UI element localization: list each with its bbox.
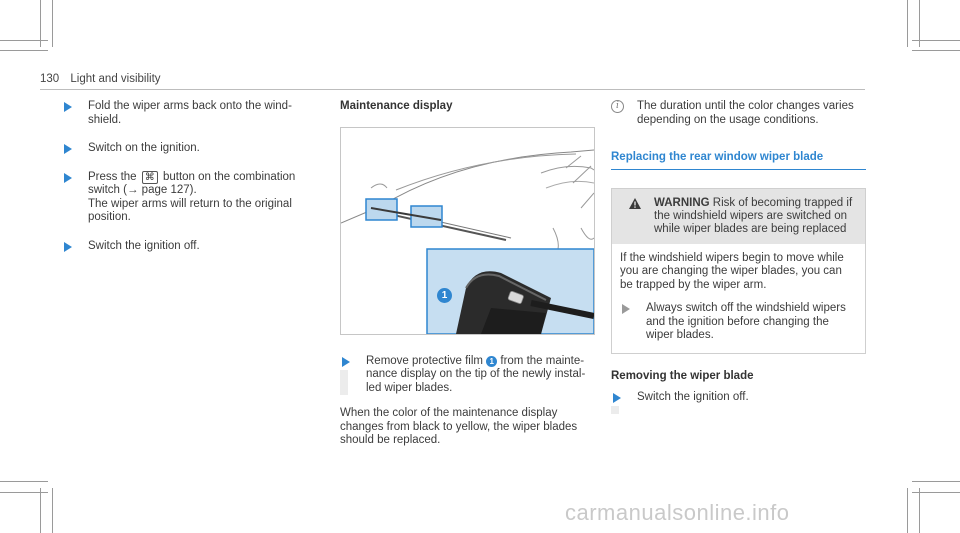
instruction-step xyxy=(62,100,314,127)
info-note xyxy=(611,100,866,127)
crop-mark xyxy=(52,488,53,533)
step-arrow-icon xyxy=(64,144,72,154)
crop-mark xyxy=(907,488,908,533)
step-text: Switch the ignition off. xyxy=(637,391,749,403)
step-text: Switch the ignition off. xyxy=(88,239,200,252)
warning-label: WARNING xyxy=(654,196,710,209)
subheading: Removing the wiper blade xyxy=(611,369,754,382)
step-text: button on the combination switch (→ page 127). xyxy=(88,170,296,196)
callout-badge: 1 xyxy=(486,356,497,367)
crop-mark xyxy=(0,481,48,482)
instruction-step xyxy=(62,240,314,254)
crop-mark xyxy=(912,40,960,41)
step-text: Fold the wiper arms back onto the wind-shield. xyxy=(88,100,292,126)
warning-triangle-icon xyxy=(629,198,641,209)
step-arrow-icon xyxy=(64,102,72,112)
step-text: Press the xyxy=(88,170,137,183)
page-number: 130 xyxy=(40,73,60,85)
crop-mark xyxy=(0,40,48,41)
step-text: Switch on the ignition. xyxy=(88,142,200,154)
column-left xyxy=(62,100,314,268)
callout-badge: 1 xyxy=(437,288,452,303)
crop-mark xyxy=(0,50,48,51)
warning-head-text: Risk of becoming trapped if the windshield wipers are switched on while wiper blades are being replaced xyxy=(654,196,853,235)
instruction-step xyxy=(620,302,857,343)
step-arrow-icon xyxy=(64,173,72,183)
heading-maintenance-display: Maintenance display xyxy=(340,100,453,112)
step-arrow-icon xyxy=(622,304,630,314)
crop-mark xyxy=(912,50,960,51)
wiper-illustration xyxy=(340,127,595,335)
warning-body-text: If the windshield wipers begin to move while you are changing the wiper blades, you can be trapped by the wiper arm. xyxy=(620,251,844,291)
warning-header xyxy=(612,189,865,244)
warning-box xyxy=(611,188,866,354)
step-text: Remove protective film xyxy=(366,354,483,367)
crop-mark xyxy=(40,488,41,533)
step-arrow-icon xyxy=(613,393,621,403)
instruction-step xyxy=(340,355,595,396)
info-text: The duration until the color changes varies depending on the usage conditions. xyxy=(637,100,854,126)
step-arrow-icon xyxy=(342,357,350,367)
instruction-step xyxy=(62,171,314,225)
watermark: carmanualsonline.info xyxy=(565,500,790,525)
crop-mark xyxy=(907,0,908,47)
step-arrow-icon xyxy=(64,242,72,252)
column-right xyxy=(611,100,866,420)
crop-mark xyxy=(912,481,960,482)
page-header xyxy=(40,73,161,85)
crop-mark xyxy=(52,0,53,47)
info-icon: i xyxy=(611,100,624,113)
instruction-step xyxy=(62,142,314,156)
step-text: Always switch off the windshield wipers and the ignition before changing the wiper blades. xyxy=(646,302,846,341)
warning-body xyxy=(612,244,865,353)
step-sidebar xyxy=(611,406,619,414)
section-title: Replacing the rear window wiper blade xyxy=(611,151,866,170)
section-name: Light and visibility xyxy=(70,73,161,85)
crop-mark xyxy=(919,488,920,533)
step-sidebar xyxy=(340,370,348,396)
step-result: The wiper arms will return to the original position. xyxy=(88,197,292,223)
crop-mark xyxy=(0,492,48,493)
column-middle xyxy=(340,100,595,448)
crop-mark xyxy=(912,492,960,493)
wiper-button-icon: ⌘ xyxy=(142,171,158,184)
step-text: from the mainte-nance display on the tip of the newly instal-led wiper blades. xyxy=(366,354,586,394)
windshield-drawing xyxy=(341,128,594,334)
instruction-step xyxy=(611,391,866,405)
header-divider xyxy=(40,89,865,90)
paragraph: When the color of the maintenance display changes from black to yellow, the wiper blades should be replaced. xyxy=(340,407,578,446)
